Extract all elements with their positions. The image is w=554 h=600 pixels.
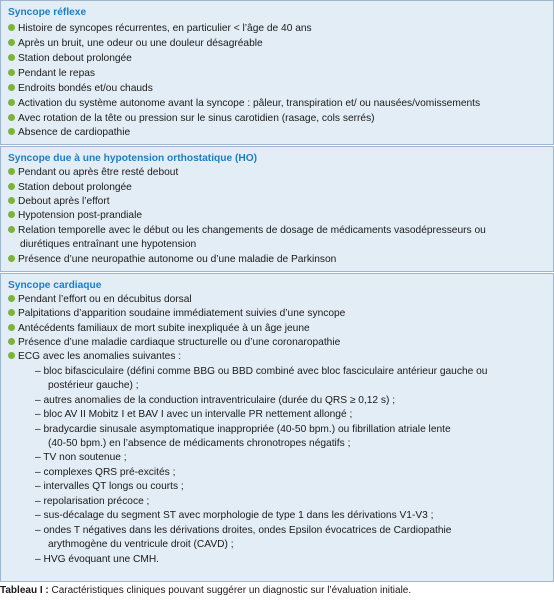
list-item: Station debout prolongée [8, 181, 132, 195]
ecg-item: – HVG évoquant une CMH. [35, 554, 160, 565]
section-title: Syncope due à une hypotension orthostatique (HO) [8, 153, 258, 164]
bullet-icon [8, 99, 15, 106]
ecg-item: – autres anomalies de la conduction intraventriculaire (durée du QRS ≥ 0,12 s) ; [35, 395, 396, 406]
bullet-icon [8, 183, 15, 190]
bullet-icon [8, 114, 15, 121]
caption-label: Tableau I : [0, 585, 49, 596]
list-item: Avec rotation de la tête ou pression sur le sinus carotidien (rasage, cols serrés) [8, 112, 375, 126]
bullet-icon [8, 197, 15, 204]
caption-text: Caractéristiques cliniques pouvant suggérer un diagnostic sur l’évaluation initiale. [48, 585, 412, 596]
list-item: Histoire de syncopes récurrentes, en particulier < l’âge de 40 ans [8, 22, 312, 36]
ecg-item-continuation: (40-50 bpm.) en l’absence de médicaments chronotropes négatifs ; [48, 438, 351, 449]
bullet-icon [8, 69, 15, 76]
ecg-item-continuation: postérieur gauche) ; [48, 380, 139, 391]
list-item: ECG avec les anomalies suivantes : [8, 350, 181, 364]
bullet-icon [8, 295, 15, 302]
ecg-item: – repolarisation précoce ; [35, 496, 150, 507]
list-item: Après un bruit, une odeur ou une douleur désagréable [8, 37, 263, 51]
list-item: Activation du système autonome avant la syncope : pâleur, transpiration et/ ou nausées/vomissements [8, 97, 480, 111]
list-item: Debout après l’effort [8, 195, 110, 209]
bullet-icon [8, 352, 15, 359]
bullet-icon [8, 54, 15, 61]
ecg-item-continuation: arythmogène du ventricule droit (CAVD) ; [48, 539, 234, 550]
section-title: Syncope réflexe [8, 7, 87, 18]
ecg-item: – sus-décalage du segment ST avec morphologie de type 1 dans les dérivations V1-V3 ; [35, 510, 434, 521]
bullet-icon [8, 338, 15, 345]
list-item: Pendant le repas [8, 67, 95, 81]
ecg-item: – bloc bifasciculaire (défini comme BBG ou BBD combiné avec bloc fasciculaire antérieur gauche ou [35, 366, 488, 377]
bullet-icon [8, 39, 15, 46]
list-item-continuation: diurétiques entraînant une hypotension [20, 239, 197, 250]
section-reflex-syncope [0, 0, 554, 145]
table-caption [0, 584, 411, 598]
bullet-icon [8, 309, 15, 316]
list-item: Absence de cardiopathie [8, 126, 130, 140]
ecg-item: – ondes T négatives dans les dérivations droites, ondes Epsilon évocatrices de Cardiopathie [35, 525, 452, 536]
list-item: Relation temporelle avec le début ou les changements de dosage de médicaments vasodépresseurs ou [8, 224, 486, 238]
ecg-item: – TV non soutenue ; [35, 452, 127, 463]
bullet-icon [8, 84, 15, 91]
ecg-item: – bloc AV II Mobitz I et BAV I avec un intervalle PR nettement allongé ; [35, 409, 353, 420]
list-item: Pendant l’effort ou en décubitus dorsal [8, 293, 192, 307]
bullet-icon [8, 24, 15, 31]
ecg-item: – intervalles QT longs ou courts ; [35, 481, 184, 492]
list-item: Présence d’une maladie cardiaque structurelle ou d’une coronaropathie [8, 336, 340, 350]
bullet-icon [8, 226, 15, 233]
list-item: Présence d’une neuropathie autonome ou d’une maladie de Parkinson [8, 253, 336, 267]
list-item: Station debout prolongée [8, 52, 132, 66]
section-cardiac-syncope [0, 273, 554, 582]
bullet-icon [8, 255, 15, 262]
section-orthostatic-hypotension [0, 146, 554, 272]
list-item: Pendant ou après être resté debout [8, 166, 178, 180]
bullet-icon [8, 168, 15, 175]
bullet-icon [8, 128, 15, 135]
bullet-icon [8, 211, 15, 218]
list-item: Antécédents familiaux de mort subite inexpliquée à un âge jeune [8, 322, 310, 336]
section-title: Syncope cardiaque [8, 280, 102, 291]
bullet-icon [8, 324, 15, 331]
list-item: Palpitations d’apparition soudaine immédiatement suivies d’une syncope [8, 307, 345, 321]
list-item: Hypotension post-prandiale [8, 209, 142, 223]
ecg-item: – complexes QRS pré-excités ; [35, 467, 176, 478]
ecg-item: – bradycardie sinusale asymptomatique inappropriée (40-50 bpm.) ou fibrillation atriale lente [35, 424, 451, 435]
list-item: Endroits bondés et/ou chauds [8, 82, 153, 96]
